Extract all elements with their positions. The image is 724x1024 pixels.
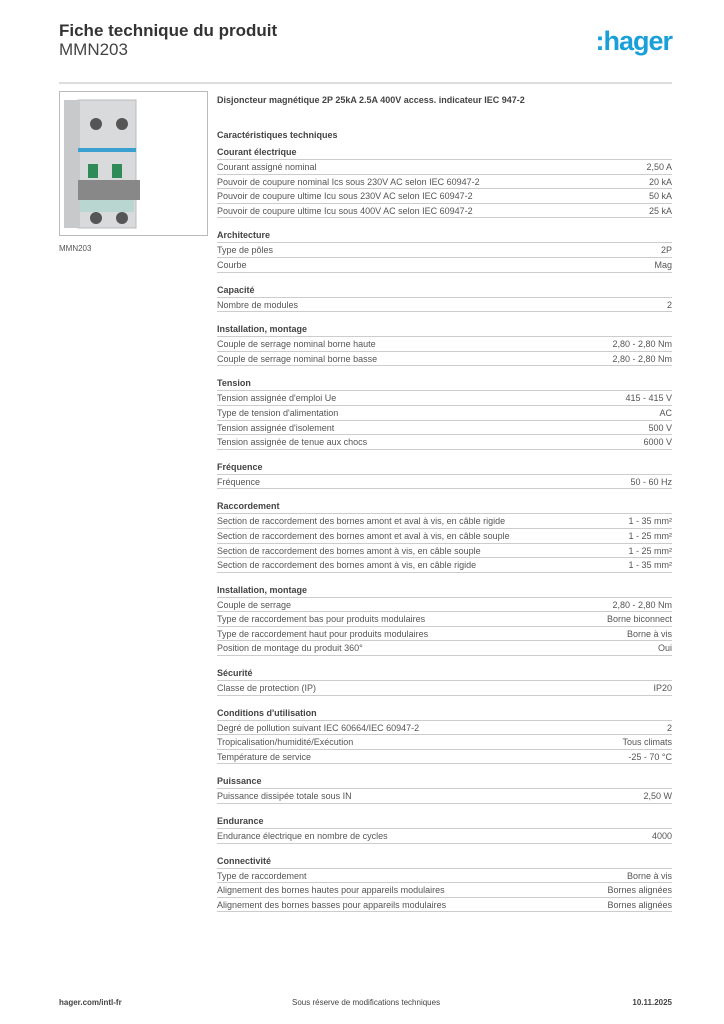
- spec-section: [217, 814, 672, 844]
- spec-value: 2P: [660, 245, 672, 256]
- spec-value: 2,50 W: [643, 791, 672, 802]
- spec-value: -25 - 70 °C: [628, 751, 672, 762]
- spec-label: Tension assignée d'emploi Ue: [217, 393, 337, 404]
- spec-label: Type de raccordement haut pour produits modulaires: [217, 628, 429, 639]
- header-divider: [59, 82, 672, 84]
- section-title: Installation, montage: [217, 322, 672, 337]
- spec-value: 2,50 A: [646, 162, 672, 172]
- spec-label: Type de raccordement bas pour produits modulaires: [217, 614, 426, 625]
- spec-row: [217, 544, 672, 559]
- spec-value: 415 - 415 V: [625, 393, 672, 404]
- specs-heading: Caractéristiques techniques: [217, 130, 338, 140]
- spec-label: Classe de protection (IP): [217, 683, 317, 694]
- spec-section: [217, 499, 672, 572]
- spec-label: Section de raccordement des bornes amont et aval à vis, en câble rigide: [217, 516, 506, 527]
- spec-row: [217, 750, 672, 765]
- spec-value: 50 - 60 Hz: [630, 476, 672, 487]
- spec-value: Borne biconnect: [606, 614, 672, 625]
- spec-row: [217, 175, 672, 190]
- spec-row: [217, 475, 672, 490]
- spec-label: Section de raccordement des bornes amont à vis, en câble rigide: [217, 560, 477, 571]
- spec-section: [217, 145, 672, 218]
- spec-label: Fréquence: [217, 476, 261, 487]
- footer-notice: Sous réserve de modifications techniques: [292, 998, 441, 1007]
- spec-label: Tropicalisation/humidité/Exécution: [217, 737, 354, 748]
- product-image: [59, 91, 208, 236]
- spec-row: [217, 298, 672, 313]
- spec-section: [217, 583, 672, 656]
- spec-row: [217, 352, 672, 367]
- spec-label: Section de raccordement des bornes amont et aval à vis, en câble souple: [217, 530, 510, 541]
- spec-label: Courbe: [217, 259, 247, 270]
- spec-row: [217, 421, 672, 436]
- spec-value: 2: [666, 299, 672, 310]
- spec-label: Degré de pollution suivant IEC 60664/IEC 60947-2: [217, 722, 420, 733]
- spec-value: 1 - 35 mm²: [628, 516, 672, 527]
- spec-row: [217, 337, 672, 352]
- spec-value: Bornes alignées: [607, 885, 672, 896]
- spec-value: 4000: [651, 831, 672, 842]
- spec-section: [217, 376, 672, 449]
- section-title: Capacité: [217, 283, 672, 298]
- spec-label: Position de montage du produit 360°: [217, 643, 363, 654]
- spec-section: [217, 854, 672, 913]
- spec-label: Couple de serrage: [217, 599, 292, 610]
- spec-row: [217, 160, 672, 175]
- spec-value: Oui: [657, 643, 672, 654]
- section-title: Fréquence: [217, 460, 672, 475]
- spec-section: [217, 283, 672, 313]
- spec-row: [217, 883, 672, 898]
- spec-row: [217, 243, 672, 258]
- product-reference: MMN203: [59, 40, 128, 59]
- spec-row: [217, 721, 672, 736]
- spec-value: 50 kA: [648, 191, 672, 202]
- spec-label: Pouvoir de coupure nominal Ics sous 230V AC selon IEC 60947-2: [217, 176, 480, 187]
- spec-value: 1 - 25 mm²: [628, 530, 672, 541]
- spec-section: [217, 322, 672, 366]
- spec-row: [217, 204, 672, 219]
- spec-label: Puissance dissipée totale sous IN: [217, 791, 352, 802]
- spec-row: [217, 529, 672, 544]
- spec-row: [217, 391, 672, 406]
- spec-section: [217, 706, 672, 765]
- spec-value: 1 - 25 mm²: [628, 545, 672, 556]
- product-description: Disjoncteur magnétique 2P 25kA 2.5A 400V access. indicateur IEC 947-2: [217, 95, 525, 105]
- spec-label: Tension assignée d'isolement: [217, 422, 335, 433]
- image-caption: MMN203: [59, 244, 92, 253]
- spec-row: [217, 641, 672, 656]
- spec-section: [217, 774, 672, 804]
- spec-row: [217, 558, 672, 573]
- spec-section: [217, 228, 672, 272]
- spec-row: [217, 435, 672, 450]
- hager-logo: :hager: [595, 26, 672, 56]
- spec-row: [217, 598, 672, 613]
- spec-value: Tous climats: [622, 737, 672, 748]
- footer-date: 10.11.2025: [632, 998, 672, 1007]
- spec-row: [217, 406, 672, 421]
- spec-label: Nombre de modules: [217, 299, 299, 310]
- spec-content: [217, 95, 672, 912]
- page-title: Fiche technique du produit: [59, 21, 278, 40]
- spec-value: IP20: [653, 683, 672, 694]
- spec-label: Type de pôles: [217, 245, 274, 256]
- spec-label: Alignement des bornes hautes pour appareils modulaires: [217, 885, 445, 896]
- spec-label: Couple de serrage nominal borne basse: [217, 353, 378, 364]
- spec-label: Tension assignée de tenue aux chocs: [217, 437, 368, 448]
- spec-label: Type de tension d'alimentation: [217, 407, 339, 418]
- spec-row: [217, 789, 672, 804]
- spec-label: Température de service: [217, 751, 312, 762]
- spec-value: 20 kA: [648, 176, 672, 187]
- section-title: Endurance: [217, 814, 672, 829]
- spec-value: 6000 V: [643, 437, 672, 448]
- spec-label: Alignement des bornes basses pour appareils modulaires: [217, 899, 447, 910]
- spec-value: Borne à vis: [626, 870, 672, 881]
- spec-label: Couple de serrage nominal borne haute: [217, 339, 376, 350]
- spec-row: [217, 869, 672, 884]
- section-title: Sécurité: [217, 666, 672, 681]
- footer-website[interactable]: hager.com/intl-fr: [59, 998, 122, 1007]
- section-title: Tension: [217, 376, 672, 391]
- section-title: Puissance: [217, 774, 672, 789]
- spec-row: [217, 627, 672, 642]
- spec-row: [217, 829, 672, 844]
- section-title: Connectivité: [217, 854, 672, 869]
- spec-label: Courant assigné nominal: [217, 162, 317, 172]
- spec-section: [217, 460, 672, 490]
- spec-row: [217, 681, 672, 696]
- spec-value: 25 kA: [648, 205, 672, 216]
- spec-label: Pouvoir de coupure ultime Icu sous 400V AC selon IEC 60947-2: [217, 205, 473, 216]
- spec-label: Pouvoir de coupure ultime Icu sous 230V AC selon IEC 60947-2: [217, 191, 473, 202]
- spec-row: [217, 898, 672, 913]
- section-title: Raccordement: [217, 499, 672, 514]
- spec-value: AC: [659, 407, 672, 418]
- section-title: Courant électrique: [217, 145, 672, 160]
- spec-value: 500 V: [648, 422, 672, 433]
- spec-value: 2,80 - 2,80 Nm: [612, 599, 672, 610]
- spec-row: [217, 189, 672, 204]
- spec-sections: [217, 145, 672, 912]
- spec-label: Endurance électrique en nombre de cycles: [217, 831, 388, 842]
- section-title: Installation, montage: [217, 583, 672, 598]
- section-title: Architecture: [217, 228, 672, 243]
- spec-row: [217, 514, 672, 529]
- spec-row: [217, 612, 672, 627]
- spec-value: 2: [666, 722, 672, 733]
- spec-value: Mag: [654, 259, 672, 270]
- spec-label: Section de raccordement des bornes amont à vis, en câble souple: [217, 545, 481, 556]
- spec-section: [217, 666, 672, 696]
- spec-row: [217, 258, 672, 273]
- spec-row: [217, 735, 672, 750]
- spec-value: Bornes alignées: [607, 899, 672, 910]
- spec-value: 2,80 - 2,80 Nm: [612, 353, 672, 364]
- spec-value: Borne à vis: [626, 628, 672, 639]
- section-title: Conditions d'utilisation: [217, 706, 672, 721]
- spec-value: 2,80 - 2,80 Nm: [612, 339, 672, 350]
- spec-value: 1 - 35 mm²: [628, 560, 672, 571]
- spec-label: Type de raccordement: [217, 870, 307, 881]
